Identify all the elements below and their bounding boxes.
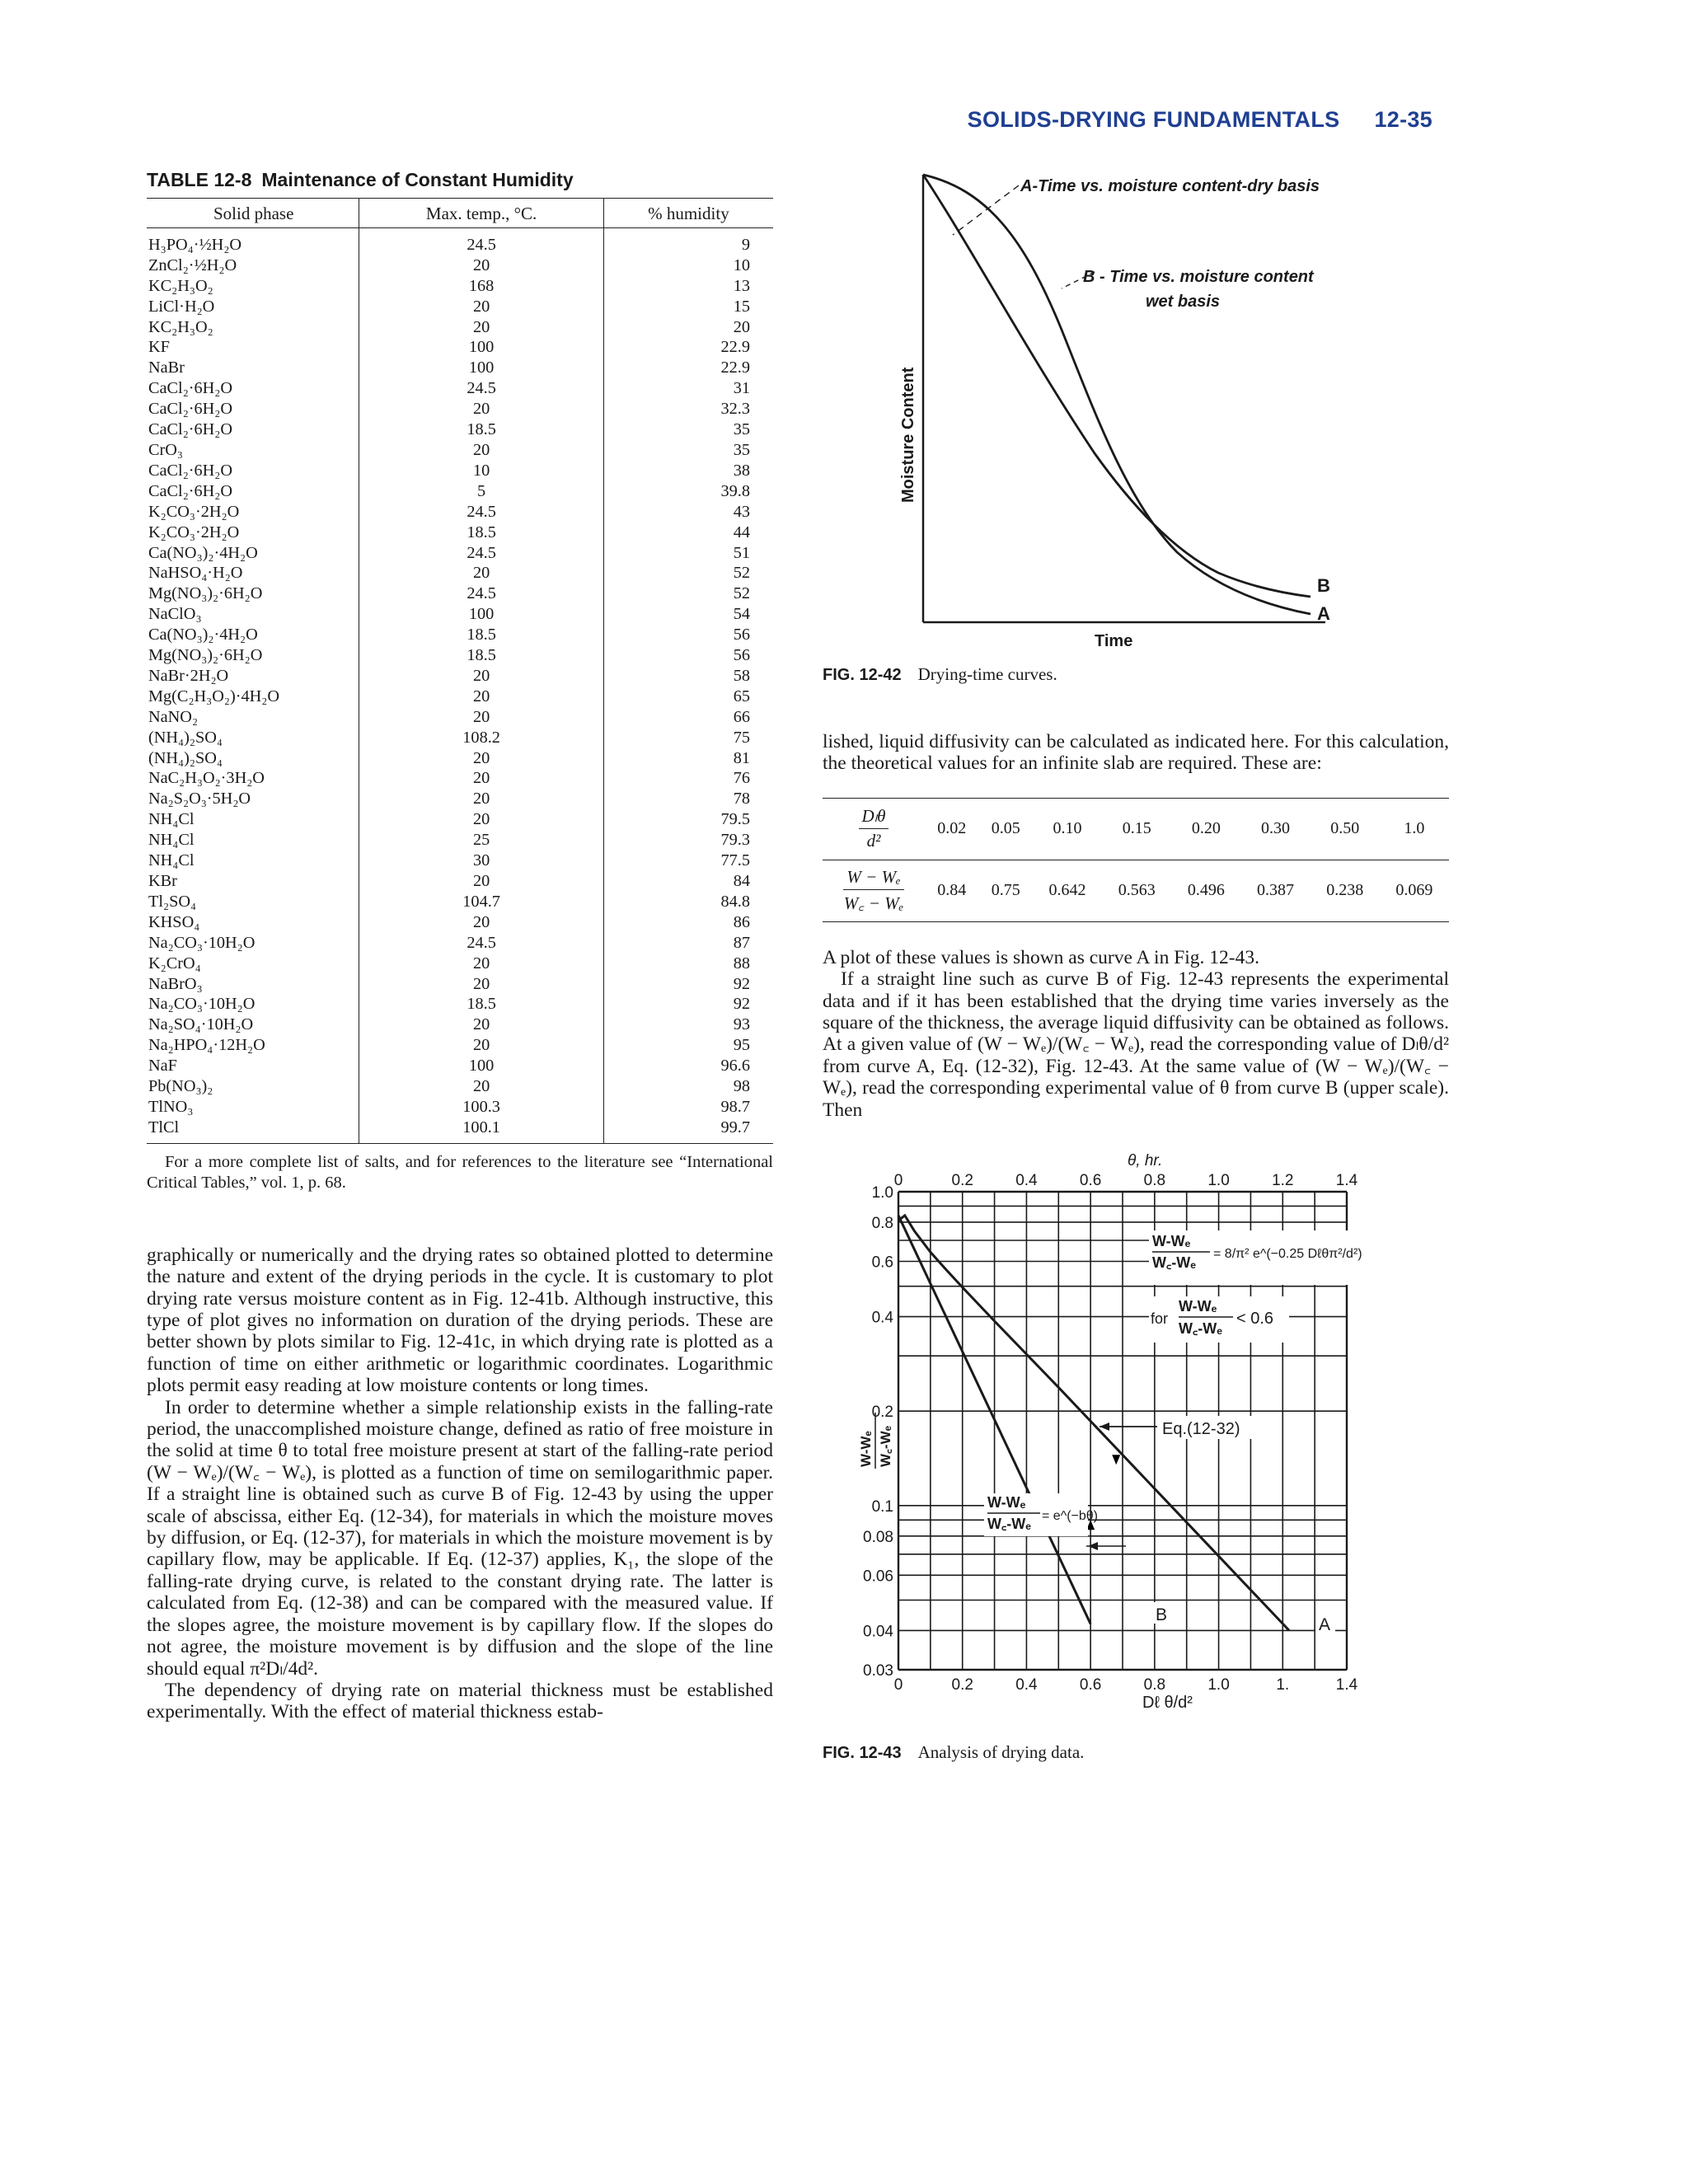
diffusivity-cell: 0.15 — [1102, 798, 1171, 860]
table-row — [147, 419, 773, 440]
y-tick-label: 0.08 — [863, 1528, 893, 1546]
table-row — [147, 830, 773, 851]
bottom-tick-label: 0.8 — [1143, 1676, 1166, 1694]
section-title: SOLIDS-DRYING FUNDAMENTALS — [967, 107, 1340, 132]
humidity-cell: 56 — [733, 626, 750, 644]
eq-for-denominator: W꜀-Wₑ — [1179, 1320, 1222, 1338]
page-number: 12-35 — [1374, 107, 1432, 132]
humidity-cell: 44 — [733, 523, 750, 541]
diffusivity-cell: 0.30 — [1240, 798, 1310, 860]
eq-ref-arrowhead — [1100, 1422, 1109, 1431]
figure-caption-text: Analysis of drying data. — [917, 1742, 1085, 1763]
solid-phase-cell: Na₂CO₃·10H₂O — [147, 994, 359, 1015]
curve-a-end-label: A — [1317, 603, 1330, 624]
humidity-cell: 81 — [733, 748, 750, 767]
table-row — [147, 768, 773, 789]
diffusivity-cell: 0.84 — [925, 860, 978, 921]
solid-phase-cell: TlCl — [147, 1118, 359, 1143]
solid-phase-cell: Tl₂SO₄ — [147, 892, 359, 912]
table-row — [147, 851, 773, 871]
column-header: Max. temp., °C. — [359, 199, 603, 228]
drying-time-chart — [823, 165, 1449, 659]
paragraph: If a straight line such as curve B of Fig. 12-43 represents the experimental data and if it has been established that the drying time varies inversely as the square of the thickness, the average liquid diffusivity can be obtained as follows. At a given value of (W − Wₑ)/(W꜀ − Wₑ), read the corresponding value of Dₗθ/d² from curve A, Eq. (12-32), Fig. 12-43. At the same value of (W − Wₑ)/(W꜀ − Wₑ), read the corresponding experimental value of θ from curve B (upper scale). Then — [823, 968, 1449, 1121]
max-temp-cell: 30 — [359, 851, 603, 871]
table-row — [147, 523, 773, 543]
table-row — [147, 461, 773, 481]
diffusivity-cell: 0.10 — [1033, 798, 1102, 860]
y-tick-label: 0.2 — [871, 1404, 893, 1422]
y-tick-label: 0.8 — [871, 1214, 893, 1232]
humidity-cell: 99.7 — [603, 1118, 773, 1143]
table-row — [147, 227, 773, 255]
max-temp-cell: 20 — [359, 1015, 603, 1035]
solid-phase-cell: NaC₂H₃O₂·3H₂O — [147, 768, 359, 789]
humidity-cell: 51 — [733, 543, 750, 562]
humidity-cell: 92 — [733, 995, 750, 1014]
solid-phase-cell: KHSO₄ — [147, 912, 359, 933]
max-temp-cell: 20 — [359, 912, 603, 933]
solid-phase-cell: NH₄Cl — [147, 830, 359, 851]
figure-caption-text: Drying-time curves. — [917, 664, 1057, 684]
bottom-tick-label: 0.4 — [1015, 1676, 1038, 1694]
max-temp-cell: 100 — [359, 604, 603, 625]
curve-b-label-2: wet basis — [1146, 293, 1221, 311]
solid-phase-cell: NaBr — [147, 358, 359, 378]
table-name: Maintenance of Constant Humidity — [261, 169, 574, 190]
figure-12-43 — [823, 1151, 1449, 1763]
solid-phase-cell: K₂CrO₄ — [147, 954, 359, 974]
table-row — [147, 666, 773, 687]
table-row — [147, 276, 773, 297]
table-row — [147, 358, 773, 378]
curve-a-label: A — [1319, 1615, 1331, 1635]
table-row — [147, 1097, 773, 1118]
max-temp-cell: 20 — [359, 1076, 603, 1097]
table-row — [147, 255, 773, 276]
diffusivity-cell: 0.20 — [1171, 798, 1240, 860]
table-row — [147, 687, 773, 707]
humidity-cell: 58 — [733, 666, 750, 685]
humidity-cell: 35 — [733, 440, 750, 459]
table-row — [147, 583, 773, 604]
top-tick-label: 0.8 — [1143, 1172, 1166, 1190]
solid-phase-cell: Na₂SO₄·10H₂O — [147, 1015, 359, 1035]
bottom-tick-label: 1. — [1276, 1676, 1290, 1694]
solid-phase-cell: NaF — [147, 1056, 359, 1076]
y-tick-label: 1.0 — [871, 1184, 893, 1202]
humidity-cell: 66 — [733, 707, 750, 726]
figure-label: FIG. 12-42 — [823, 666, 902, 684]
solid-phase-cell: NaNO₂ — [147, 707, 359, 728]
humidity-table — [147, 198, 773, 1144]
figure-label: FIG. 12-43 — [823, 1744, 902, 1763]
table-row — [147, 954, 773, 974]
max-temp-cell: 20 — [359, 440, 603, 461]
y-tick-label: 0.6 — [871, 1254, 893, 1272]
humidity-cell: 95 — [733, 1036, 750, 1055]
table-row — [147, 809, 773, 830]
max-temp-cell: 10 — [359, 461, 603, 481]
solid-phase-cell: LiCl·H₂O — [147, 297, 359, 317]
top-tick-label: 1.4 — [1335, 1172, 1358, 1190]
diffusivity-row-1 — [823, 798, 1449, 860]
humidity-cell: 38 — [733, 461, 750, 480]
paragraph: graphically or numerically and the drying rates so obtained plotted to determine the nature and extent of the drying periods in the cycle. It is customary to plot drying rate versus moisture content as in Fig. 12-41b. Although instructive, this type of plot gives no information on duration of the drying periods. These are better shown by plots similar to Fig. 12-41c, in which drying rate is plotted as a function of time on either arithmetic or logarithmic coordinates. Logarithmic plots permit easy reading at low moisture contents or long times. — [147, 1244, 773, 1397]
table-row — [147, 297, 773, 317]
solid-phase-cell: Mg(NO₃)₂·6H₂O — [147, 583, 359, 604]
solid-phase-cell: K₂CO₃·2H₂O — [147, 502, 359, 523]
left-column — [147, 165, 773, 1723]
eq-b-rhs: = e^(−bθ) — [1042, 1509, 1098, 1524]
humidity-cell: 13 — [733, 276, 750, 295]
curve-arrow-marker — [1112, 1455, 1120, 1465]
fraction — [859, 806, 889, 851]
humidity-cell: 92 — [733, 974, 750, 993]
curve-b-label: B — [1156, 1605, 1168, 1625]
humidity-cell: 10 — [733, 255, 750, 274]
left-body-text — [147, 1244, 773, 1723]
curve-b-end-label: B — [1317, 575, 1330, 596]
max-temp-cell: 24.5 — [359, 583, 603, 604]
y-tick-label: 0.1 — [871, 1497, 893, 1516]
max-temp-cell: 100.3 — [359, 1097, 603, 1118]
solid-phase-cell: NH₄Cl — [147, 809, 359, 830]
y-tick-label: 0.03 — [863, 1662, 893, 1680]
y-tick-label: 0.04 — [863, 1623, 893, 1641]
diffusivity-cell: 1.0 — [1380, 798, 1449, 860]
y-tick-label: 0.06 — [863, 1568, 893, 1586]
table-row — [147, 748, 773, 769]
paragraph: lished, liquid diffusivity can be calculated as indicated here. For this calculation, the theoretical values for an infinite slab are required. These are: — [823, 731, 1449, 775]
max-temp-cell: 20 — [359, 1035, 603, 1056]
solid-phase-cell: Mg(C₂H₃O₂)·4H₂O — [147, 687, 359, 707]
humidity-cell: 84.8 — [720, 892, 750, 911]
max-temp-cell: 100 — [359, 358, 603, 378]
table-row — [147, 399, 773, 419]
solid-phase-cell: CrO₃ — [147, 440, 359, 461]
table-row — [147, 728, 773, 748]
humidity-cell: 65 — [733, 687, 750, 705]
table-title — [147, 169, 773, 191]
table-row — [147, 933, 773, 954]
table-row — [147, 317, 773, 338]
solid-phase-cell: CaCl₂·6H₂O — [147, 378, 359, 399]
humidity-cell: 20 — [733, 317, 750, 336]
bottom-axis-title: Dℓ θ/d² — [1142, 1694, 1193, 1713]
curve-a-line — [923, 175, 1311, 614]
row-label — [823, 860, 925, 921]
bottom-tick-label: 1.0 — [1207, 1676, 1230, 1694]
solid-phase-cell: Na₂CO₃·10H₂O — [147, 933, 359, 954]
humidity-cell: 93 — [733, 1015, 750, 1034]
max-temp-cell: 100.1 — [359, 1118, 603, 1143]
solid-phase-cell: KC₂H₃O₂ — [147, 276, 359, 297]
curve-b-label: B - Time vs. moisture content — [1083, 268, 1314, 286]
eq-for-rhs: < 0.6 — [1236, 1310, 1274, 1329]
humidity-cell: 54 — [733, 605, 750, 624]
diffusivity-cell: 0.05 — [978, 798, 1032, 860]
diffusivity-cell: 0.496 — [1171, 860, 1240, 921]
table-row — [147, 994, 773, 1015]
diffusivity-cell: 0.642 — [1033, 860, 1102, 921]
solid-phase-cell: K₂CO₃·2H₂O — [147, 523, 359, 543]
max-temp-cell: 20 — [359, 317, 603, 338]
solid-phase-cell: CaCl₂·6H₂O — [147, 399, 359, 419]
solid-phase-cell: NH₄Cl — [147, 851, 359, 871]
max-temp-cell: 20 — [359, 748, 603, 769]
y-axis-title-denominator: W꜀-Wₑ — [878, 1426, 893, 1468]
solid-phase-cell: Ca(NO₃)₂·4H₂O — [147, 543, 359, 564]
max-temp-cell: 20 — [359, 666, 603, 687]
max-temp-cell: 20 — [359, 768, 603, 789]
solid-phase-cell: Mg(NO₃)₂·6H₂O — [147, 645, 359, 666]
max-temp-cell: 18.5 — [359, 994, 603, 1015]
eq-b-numerator: W-Wₑ — [987, 1494, 1026, 1511]
eq-top-numerator: W-Wₑ — [1152, 1233, 1191, 1250]
solid-phase-cell: NaHSO₄·H₂O — [147, 563, 359, 583]
diffusivity-row-2 — [823, 860, 1449, 921]
humidity-cell: 79.3 — [720, 831, 750, 850]
bottom-tick-label: 1.4 — [1335, 1676, 1358, 1694]
max-temp-cell: 20 — [359, 255, 603, 276]
diffusivity-cell: 0.02 — [925, 798, 978, 860]
fraction-denominator: d² — [866, 831, 881, 851]
diffusivity-cell: 0.50 — [1311, 798, 1380, 860]
humidity-cell: 15 — [733, 297, 750, 316]
right-body-text-1 — [823, 731, 1449, 775]
right-column — [823, 165, 1449, 1763]
solid-phase-cell: ZnCl₂·½H₂O — [147, 255, 359, 276]
max-temp-cell: 20 — [359, 707, 603, 728]
curve-b-line — [923, 175, 1311, 597]
solid-phase-cell: Na₂HPO₄·12H₂O — [147, 1035, 359, 1056]
max-temp-cell: 18.5 — [359, 419, 603, 440]
humidity-cell: 96.6 — [720, 1057, 750, 1076]
solid-phase-cell: CaCl₂·6H₂O — [147, 419, 359, 440]
max-temp-cell: 20 — [359, 954, 603, 974]
table-row — [147, 378, 773, 399]
humidity-cell: 78 — [733, 790, 750, 808]
table-row — [147, 892, 773, 912]
table-row — [147, 1015, 773, 1035]
max-temp-cell: 104.7 — [359, 892, 603, 912]
top-axis-title: θ, hr. — [1128, 1152, 1163, 1170]
table-row — [147, 337, 773, 358]
eq-b-denominator: W꜀-Wₑ — [987, 1516, 1031, 1533]
table-row — [147, 481, 773, 502]
row-label — [823, 798, 925, 860]
max-temp-cell: 5 — [359, 481, 603, 502]
table-row — [147, 871, 773, 892]
diffusivity-cell: 0.563 — [1102, 860, 1171, 921]
curve-a-label: A-Time vs. moisture content-dry basis — [1020, 177, 1320, 195]
table-row — [147, 974, 773, 995]
diffusivity-cell: 0.387 — [1240, 860, 1310, 921]
humidity-cell: 84 — [733, 872, 750, 890]
humidity-cell: 35 — [733, 420, 750, 439]
eq-for-numerator: W-Wₑ — [1179, 1298, 1217, 1315]
table-header-row — [147, 199, 773, 228]
diffusivity-cell: 0.069 — [1380, 860, 1449, 921]
solid-phase-cell: NaBr·2H₂O — [147, 666, 359, 687]
max-temp-cell: 20 — [359, 974, 603, 995]
max-temp-cell: 168 — [359, 276, 603, 297]
top-tick-label: 0.6 — [1079, 1172, 1102, 1190]
top-tick-label: 1.2 — [1272, 1172, 1294, 1190]
eq-ref-label: Eq.(12-32) — [1162, 1420, 1240, 1439]
humidity-cell: 87 — [733, 933, 750, 952]
table-row — [147, 1056, 773, 1076]
table-row — [147, 440, 773, 461]
solid-phase-cell: Ca(NO₃)₂·4H₂O — [147, 625, 359, 645]
diffusivity-cell: 0.75 — [978, 860, 1032, 921]
table-row — [147, 789, 773, 809]
diffusivity-table — [823, 798, 1449, 922]
fraction-denominator: W꜀ − Wₑ — [843, 893, 904, 913]
fraction-numerator: Dₗθ — [859, 806, 889, 829]
max-temp-cell: 18.5 — [359, 523, 603, 543]
bottom-tick-label: 0.6 — [1079, 1676, 1102, 1694]
max-temp-cell: 20 — [359, 687, 603, 707]
solid-phase-cell: (NH₄)₂SO₄ — [147, 728, 359, 748]
humidity-cell: 88 — [733, 954, 750, 972]
table-row — [147, 1076, 773, 1097]
solid-phase-cell: CaCl₂·6H₂O — [147, 481, 359, 502]
max-temp-cell: 24.5 — [359, 933, 603, 954]
column-header: Solid phase — [147, 199, 359, 228]
paragraph: In order to determine whether a simple relationship exists in the falling-rate period, the unaccomplished moisture change, defined as ratio of free moisture in the solid at time θ to total free moisture present at start of the falling-rate period (W − Wₑ)/(W꜀ − Wₑ), is plotted as a function of time on semilogarithmic paper. If a straight line is obtained such as curve B of Fig. 12-43 by using the upper scale of abscissa, either Eq. (12-34), for materials in which the moisture moves by diffusion, or Eq. (12-37), for materials in which the moisture movement is by capillary flow, may be applicable. If Eq. (12-37) applies, K₁, the slope of the falling-rate drying curve, is related to the constant drying rate. The latter is calculated from Eq. (12-38) and can be compared with the measured value. If the slopes agree, the moisture movement is by capillary flow. If the slopes do not agree, the moisture movement is by diffusion and the slope of the line should equal π²Dₗ/4d². — [147, 1396, 773, 1680]
humidity-cell: 98.7 — [720, 1097, 750, 1116]
top-tick-label: 1.0 — [1207, 1172, 1230, 1190]
max-temp-cell: 20 — [359, 871, 603, 892]
top-tick-label: 0.2 — [951, 1172, 973, 1190]
max-temp-cell: 24.5 — [359, 543, 603, 564]
humidity-cell: 52 — [733, 564, 750, 583]
eq-top-denominator: W꜀-Wₑ — [1152, 1254, 1196, 1272]
table-row — [147, 707, 773, 728]
humidity-cell: 39.8 — [720, 481, 750, 500]
solid-phase-cell: (NH₄)₂SO₄ — [147, 748, 359, 769]
solid-phase-cell: Na₂S₂O₃·5H₂O — [147, 789, 359, 809]
max-temp-cell: 108.2 — [359, 728, 603, 748]
max-temp-cell: 18.5 — [359, 625, 603, 645]
table-footnote: For a more complete list of salts, and for references to the literature see “International Critical Tables,” vol. 1, p. 68. — [147, 1152, 773, 1192]
eq-for-label: for — [1151, 1310, 1169, 1328]
max-temp-cell: 100 — [359, 1056, 603, 1076]
table-row — [147, 645, 773, 666]
solid-phase-cell: H₃PO₄·½H₂O — [147, 227, 359, 255]
max-temp-cell: 100 — [359, 337, 603, 358]
max-temp-cell: 25 — [359, 830, 603, 851]
table-row — [147, 563, 773, 583]
humidity-cell: 98 — [733, 1077, 750, 1096]
solid-phase-cell: Pb(NO₃)₂ — [147, 1076, 359, 1097]
figure-12-42 — [823, 165, 1449, 685]
max-temp-cell: 20 — [359, 563, 603, 583]
max-temp-cell: 20 — [359, 809, 603, 830]
fraction — [843, 867, 903, 915]
y-axis-title-numerator: W-Wₑ — [858, 1431, 874, 1468]
column-header: % humidity — [603, 199, 773, 228]
figure-caption — [823, 1742, 1449, 1763]
humidity-cell: 86 — [733, 912, 750, 931]
table-row — [147, 1035, 773, 1056]
max-temp-cell: 20 — [359, 297, 603, 317]
y-tick-label: 0.4 — [871, 1309, 893, 1327]
max-temp-cell: 20 — [359, 399, 603, 419]
solid-phase-cell: NaBrO₃ — [147, 974, 359, 995]
fraction-numerator: W − Wₑ — [843, 867, 903, 890]
solid-phase-cell: TlNO₃ — [147, 1097, 359, 1118]
solid-phase-cell: KBr — [147, 871, 359, 892]
humidity-cell: 31 — [733, 379, 750, 398]
bottom-tick-label: 0 — [893, 1676, 903, 1694]
solid-phase-cell: KC₂H₃O₂ — [147, 317, 359, 338]
y-axis-label: Moisture Content — [899, 367, 917, 503]
humidity-cell: 22.9 — [720, 359, 750, 377]
table-row — [147, 604, 773, 625]
table-row — [147, 543, 773, 564]
table-row — [147, 502, 773, 523]
top-tick-label: 0 — [893, 1172, 903, 1190]
max-temp-cell: 24.5 — [359, 378, 603, 399]
humidity-cell: 9 — [741, 235, 750, 254]
table-number: TABLE 12-8 — [147, 169, 252, 190]
curve-a-leader — [953, 185, 1019, 235]
humidity-cell: 77.5 — [720, 851, 750, 870]
table-body — [147, 227, 773, 1143]
solid-phase-cell: NaClO₃ — [147, 604, 359, 625]
drying-analysis-chart — [823, 1151, 1449, 1752]
humidity-cell: 43 — [733, 502, 750, 521]
humidity-cell: 76 — [733, 769, 750, 788]
humidity-cell: 75 — [733, 728, 750, 747]
solid-phase-cell: KF — [147, 337, 359, 358]
max-temp-cell: 18.5 — [359, 645, 603, 666]
humidity-cell: 79.5 — [720, 810, 750, 829]
humidity-cell: 52 — [733, 584, 750, 603]
paragraph: The dependency of drying rate on material thickness must be established experimentally. With the effect of material thickness estab- — [147, 1679, 773, 1723]
running-header — [968, 107, 1432, 133]
max-temp-cell: 24.5 — [359, 502, 603, 523]
x-axis-label: Time — [1095, 632, 1133, 650]
table-row — [147, 1118, 773, 1143]
solid-phase-cell: CaCl₂·6H₂O — [147, 461, 359, 481]
table-row — [147, 912, 773, 933]
right-body-text-2 — [823, 947, 1449, 1121]
eq-top-rhs: = 8/π² e^(−0.25 Dℓθπ²/d²) — [1213, 1247, 1362, 1262]
figure-caption — [823, 664, 1449, 685]
bottom-tick-label: 0.2 — [951, 1676, 973, 1694]
max-temp-cell: 24.5 — [359, 227, 603, 255]
eq-b-arrowhead — [1088, 1542, 1098, 1550]
humidity-cell: 56 — [733, 646, 750, 665]
diffusivity-cell: 0.238 — [1311, 860, 1380, 921]
top-tick-label: 0.4 — [1015, 1172, 1038, 1190]
table-row — [147, 625, 773, 645]
humidity-cell: 32.3 — [720, 400, 750, 419]
max-temp-cell: 20 — [359, 789, 603, 809]
humidity-cell: 22.9 — [720, 338, 750, 357]
paragraph: A plot of these values is shown as curve A in Fig. 12-43. — [823, 946, 1260, 968]
